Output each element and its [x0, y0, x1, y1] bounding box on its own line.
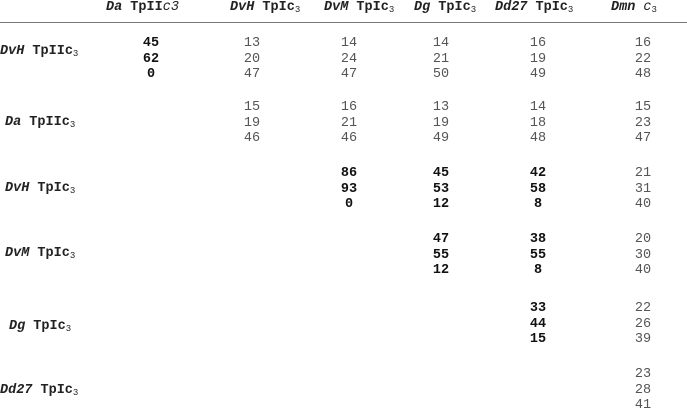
- cell-value: 13: [432, 100, 450, 115]
- row-label-dg-tpic3: [9, 319, 71, 334]
- row-subscript: 3: [72, 388, 79, 398]
- cell-value: 15: [529, 332, 547, 347]
- cell-value: 12: [432, 263, 450, 278]
- cell-value: 26: [634, 316, 652, 332]
- cell-value: 21: [634, 166, 652, 181]
- row-subscript: 3: [69, 251, 76, 261]
- col-species: Dd27: [495, 0, 528, 15]
- col-gene: TpIc: [348, 0, 389, 15]
- cell-value: 44: [529, 316, 547, 332]
- cell-value: 47: [243, 67, 261, 82]
- col-subscript: 3: [294, 5, 301, 15]
- row-gene: TpIc: [32, 383, 73, 398]
- cell-value: 62: [142, 51, 160, 67]
- cell-value: 16: [340, 100, 358, 115]
- cell-value: 14: [432, 36, 450, 51]
- matrix-cell: [623, 301, 663, 348]
- cell-value: 42: [529, 166, 547, 181]
- cell-value: 16: [529, 36, 547, 51]
- row-species: DvH: [0, 44, 25, 59]
- row-subscript: 3: [72, 49, 79, 59]
- row-gene: TpIIc: [21, 115, 70, 130]
- row-label-dvh-tpiic3: [0, 44, 78, 59]
- cell-value: 38: [529, 232, 547, 247]
- row-subscript: 3: [69, 186, 76, 196]
- matrix-cell: [518, 100, 558, 147]
- cell-value: 12: [432, 197, 450, 212]
- row-label-dvm-tpic3: [5, 246, 75, 261]
- cell-value: 45: [142, 36, 160, 51]
- col-species: Da: [106, 0, 123, 15]
- cell-value: 22: [634, 301, 652, 316]
- cell-value: 20: [243, 51, 261, 67]
- cell-value: 30: [634, 247, 652, 263]
- cell-value: 40: [634, 197, 652, 212]
- cell-value: 15: [634, 100, 652, 115]
- cell-value: 40: [634, 263, 652, 278]
- cell-value: 33: [529, 301, 547, 316]
- cell-value: 46: [243, 131, 261, 146]
- cell-value: 14: [340, 36, 358, 51]
- matrix-cell: [623, 100, 663, 147]
- col-gene: c: [635, 0, 652, 15]
- col-subscript: 3: [388, 5, 395, 15]
- cell-value: 23: [634, 115, 652, 131]
- cell-value: 24: [340, 51, 358, 67]
- matrix-cell: [623, 36, 663, 83]
- cell-value: 0: [146, 67, 156, 82]
- row-species: DvH: [5, 181, 30, 196]
- cell-value: 49: [529, 67, 547, 82]
- cell-value: 18: [529, 115, 547, 131]
- cell-value: 31: [634, 181, 652, 197]
- cell-value: 14: [529, 100, 547, 115]
- cell-value: 41: [634, 398, 652, 413]
- col-header-dmn-c3: [611, 0, 657, 18]
- cell-value: 49: [432, 131, 450, 146]
- cell-value: 23: [634, 367, 652, 382]
- cell-value: 55: [529, 247, 547, 263]
- cell-value: 19: [243, 115, 261, 131]
- col-header-da-tpiic3: [106, 0, 179, 18]
- cell-value: 47: [634, 131, 652, 146]
- cell-value: 39: [634, 332, 652, 347]
- header-divider: [0, 22, 687, 23]
- matrix-cell: [518, 36, 558, 83]
- col-header-dvh-tpic3: [230, 0, 300, 18]
- cell-value: 47: [340, 67, 358, 82]
- cell-value: 22: [634, 51, 652, 67]
- row-gene: TpIc: [25, 319, 66, 334]
- cell-value: 55: [432, 247, 450, 263]
- matrix-cell: [421, 166, 461, 213]
- matrix-cell: [232, 100, 272, 147]
- matrix-cell: [623, 166, 663, 213]
- cell-value: 16: [634, 36, 652, 51]
- col-subscript: 3: [470, 5, 477, 15]
- matrix-cell: [623, 367, 663, 414]
- cell-value: 21: [432, 51, 450, 67]
- cell-value: 15: [243, 100, 261, 115]
- col-gene: TpIc: [430, 0, 471, 15]
- col-species: DvH: [230, 0, 255, 15]
- row-species: Da: [5, 115, 22, 130]
- row-species: Dd27: [0, 383, 33, 398]
- matrix-cell: [329, 166, 369, 213]
- col-species: Dmn: [611, 0, 636, 15]
- col-subscript: 3: [567, 5, 574, 15]
- col-header-dd27-tpic3: [495, 0, 573, 18]
- cell-value: 46: [340, 131, 358, 146]
- matrix-cell: [421, 232, 461, 279]
- row-subscript: 3: [69, 120, 76, 130]
- row-species: DvM: [5, 246, 30, 261]
- cell-value: 13: [243, 36, 261, 51]
- matrix-cell: [329, 36, 369, 83]
- col-gene: TpIc: [527, 0, 568, 15]
- cell-value: 93: [340, 181, 358, 197]
- matrix-cell: [421, 36, 461, 83]
- col-header-dg-tpic3: [414, 0, 476, 18]
- matrix-cell: [518, 166, 558, 213]
- col-species: DvM: [324, 0, 349, 15]
- col-gene: TpIc: [254, 0, 295, 15]
- col-gene: TpII: [122, 0, 163, 15]
- cell-value: 86: [340, 166, 358, 181]
- row-label-dvh-tpic3: [5, 181, 75, 196]
- matrix-cell: [518, 232, 558, 279]
- cell-value: 19: [432, 115, 450, 131]
- cell-value: 28: [634, 382, 652, 398]
- col-subscript: c3: [162, 0, 179, 15]
- cell-value: 20: [634, 232, 652, 247]
- cell-value: 53: [432, 181, 450, 197]
- cell-value: 19: [529, 51, 547, 67]
- cell-value: 21: [340, 115, 358, 131]
- cell-value: 47: [432, 232, 450, 247]
- cell-value: 48: [529, 131, 547, 146]
- cell-value: 45: [432, 166, 450, 181]
- matrix-cell: [421, 100, 461, 147]
- row-subscript: 3: [65, 324, 72, 334]
- cell-value: 50: [432, 67, 450, 82]
- row-label-dd27-tpic3: [0, 383, 78, 398]
- col-header-dvm-tpic3: [324, 0, 394, 18]
- row-gene: TpIc: [29, 181, 70, 196]
- matrix-cell: [518, 301, 558, 348]
- row-species: Dg: [9, 319, 26, 334]
- row-gene: TpIc: [29, 246, 70, 261]
- matrix-cell: [329, 100, 369, 147]
- matrix-cell: [131, 36, 171, 83]
- col-species: Dg: [414, 0, 431, 15]
- cell-value: 58: [529, 181, 547, 197]
- cell-value: 0: [344, 197, 354, 212]
- row-label-da-tpiic3: [5, 115, 75, 130]
- row-gene: TpIIc: [24, 44, 73, 59]
- matrix-cell: [623, 232, 663, 279]
- cell-value: 48: [634, 67, 652, 82]
- cell-value: 8: [533, 263, 543, 278]
- cell-value: 8: [533, 197, 543, 212]
- matrix-cell: [232, 36, 272, 83]
- col-subscript: 3: [651, 5, 657, 15]
